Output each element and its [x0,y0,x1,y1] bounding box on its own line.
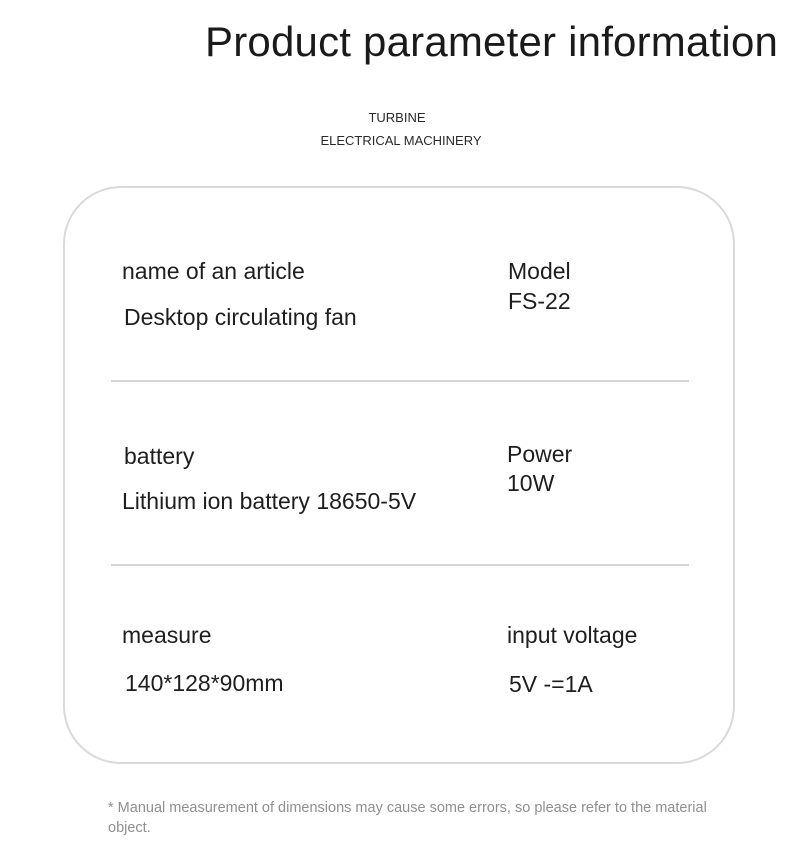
voltage-value: 5V -=1A [509,671,593,697]
name-label: name of an article [122,258,305,284]
measure-label: measure [122,622,212,648]
battery-value: Lithium ion battery 18650-5V [122,488,417,514]
power-label: Power [507,441,573,467]
brand-line-2: ELECTRICAL MACHINERY [320,133,482,148]
row-divider-2 [111,564,689,566]
model-label: Model [508,258,571,284]
footnote: * Manual measurement of dimensions may cause some errors, so please refer to the material object. [108,800,707,836]
page-title: Product parameter information [205,18,779,65]
power-value: 10W [507,470,555,496]
measure-value: 140*128*90mm [125,670,284,696]
battery-label: battery [124,443,195,469]
row-divider-1 [111,380,689,382]
voltage-label: input voltage [507,622,638,648]
brand-line-1: TURBINE [368,110,426,125]
name-value: Desktop circulating fan [124,304,357,330]
model-value: FS-22 [508,288,571,314]
